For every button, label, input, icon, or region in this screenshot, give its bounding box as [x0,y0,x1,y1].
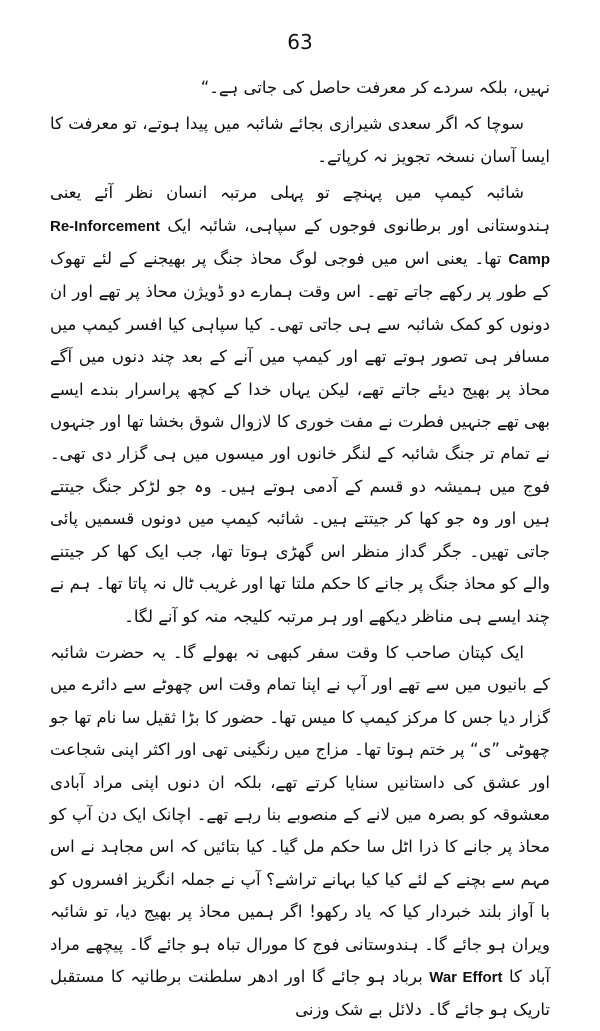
paragraph-3-part-a: شائبہ کیمپ میں پہنچے تو پہلی مرتبہ انسان نظر آئے یعنی ہندوستانی اور برطانوی فوجوں کے سپاہی، شائبہ ایک [50,183,550,235]
paragraph-3-part-b: تھا۔ یعنی اس میں فوجی لوگ محاذ جنگ پر بھیجنے کے لئے تھوک کے طور پر رکھے جاتے تھے۔ اس وقت ہمارے دو ڈویژن محاذ پر تھے اور ان دونوں کو کمک شائبہ سے ہی جاتی تھی۔ کیا سپاہی کیا افسر کیمپ میں مسافر ہی تصور ہوتے تھے اور کیمپ میں آنے کے بعد چند دنوں میں آگے محاذ پر بھیج دیئے جاتے تھے، لیکن یہاں خدا کے کچھ پراسرار بندے ایسے بھی تھے جنہیں فطرت نے مفت خوری کا لازوال شوق بخشا تھا اور جنہوں نے تمام تر جنگ شائبہ کے لنگر خانوں اور میسوں میں ہی گزار دی تھی۔ فوج میں ہمیشہ دو قسم کے آدمی ہوتے ہیں۔ وہ جو لڑکر جنگ جیتتے ہیں اور وہ جو کھا کر جیتتے ہیں۔ شائبہ کیمپ میں دونوں قسمیں پائی جاتی تھیں۔ جگر گداز منظر اس گھڑی ہوتا تھا، جب ایک کھا کر جیتنے والے کو محاذ جنگ پر جانے کا حکم ملتا تھا اور غریب ٹال نہ پاتا تھا۔ ہم نے چند ایسے ہی مناظر دیکھے اور ہر مرتبہ کلیجہ منہ کو آنے لگا۔ [50,249,550,626]
war-effort-term: War Effort [429,968,503,986]
page-body [50,72,550,1031]
paragraph-4-part-b: برباد ہو جائے گا اور ادھر سلطنت برطانیہ کا مستقبل تاریک ہو جائے گا۔ دلائل بے شک وزنی [50,966,550,1020]
paragraph-4-part-a: ایک کپتان صاحب کا وقت سفر کبھی نہ بھولے گا۔ یہ حضرت شائبہ کے بانیوں میں سے تھے اور آپ نے اپنا تمام وقت اس چھوٹے سے دائرے میں گزار دیا جس کا مرکز کیمپ کا میس تھا۔ حضور کا بڑا ثقیل سا نام تھا جو چھوٹی ”ی“ پر ختم ہوتا تھا۔ مزاج میں رنگینی تھی اور اکثر اپنی شجاعت اور عشق کی داستانیں سنایا کرتے تھے، بلکہ ان دنوں اپنی مراد آبادی معشوقہ کو بصرہ میں لانے کے منصوبے بنا رہے تھے۔ اچانک ایک دن آپ کو محاذ پر جانے کا ذرا اٹل سا حکم مل گیا۔ کیا بتائیں کہ اس مجاہد نے اس مہم سے بچنے کے لئے کیا کیا بہانے تراشے؟ آپ نے جملہ انگریز افسروں کو با آواز بلند خبردار کیا کہ یاد رکھو! اگر ہمیں محاذ پر بھیج دیا، تو شائبہ ویران ہو جائے گا۔ ہندوستانی فوج کا مورال تباہ ہو جائے گا۔ پیچھے مراد آباد کا [50,642,550,986]
paragraph-4 [50,637,550,1027]
paragraph-2: سوچا کہ اگر سعدی شیرازی بجائے شائبہ میں پیدا ہوتے، تو معرفت کا ایسا آسان نسخہ تجویز نہ کرپاتے۔ [50,114,550,166]
reinforcement-camp-term: Re-Inforcement Camp [50,217,550,269]
paragraph-1: نہیں، بلکہ سردے کر معرفت حاصل کی جاتی ہے۔“ [200,78,550,97]
paragraph-3 [50,177,550,633]
page-number: 63 [287,30,313,54]
